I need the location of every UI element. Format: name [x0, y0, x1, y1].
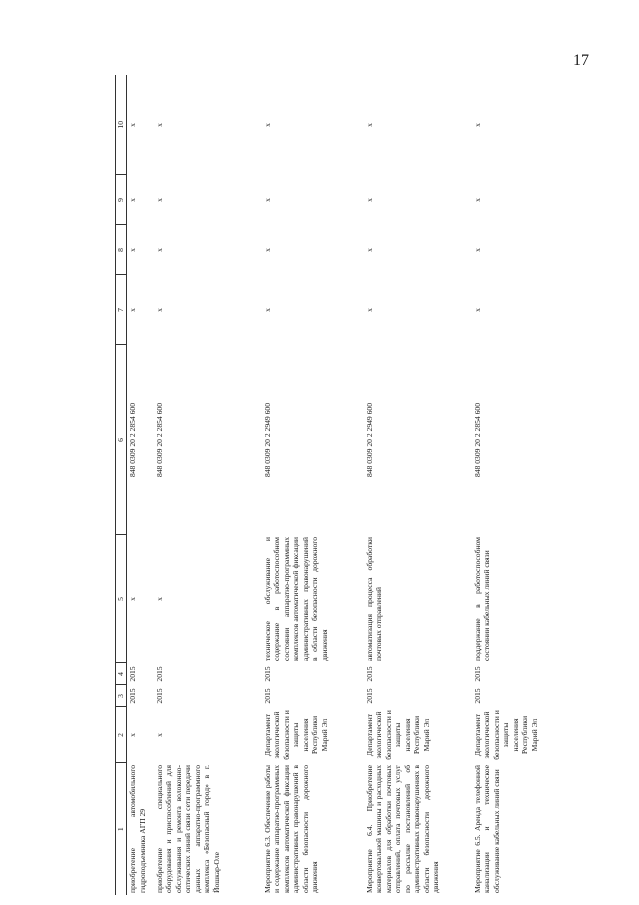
measure-name-cell: Мероприятие 6.4. Приобретение конвертовальной машины и расходных материалов для обработки почтовых отправлений, оплата почтовых услуг по рассылке постановлений об административных правонарушениях в области безопасности дорожного движения: [364, 765, 440, 893]
start-year-cell: 2015: [364, 688, 374, 704]
header-col-7: 7: [116, 275, 127, 345]
result-cell: техническое обслуживание и содержание в работоспособном состоянии аппаратно-программных комплексов автоматической фиксации административных правонарушений в области безопасности дорожного движения: [262, 537, 329, 661]
budget-code-cell: 848 0309 20 2 2854 600: [128, 402, 137, 478]
value-cell-8: х: [472, 248, 482, 252]
measure-name-cell: Мероприятие 6.5. Аренда телефонной канализации и техническое обслуживание кабельных линий связи: [472, 765, 501, 893]
executor-cell: Департамент экологической безопасности и защиты населения Республики Марий Эл: [262, 710, 329, 760]
table-row: [364, 75, 472, 895]
header-col-2: 2: [116, 707, 127, 763]
value-cell-9: х: [262, 198, 272, 202]
result-cell: автоматизация процесса обработки почтовых отправлений: [364, 537, 383, 661]
value-cell-10: х: [364, 123, 374, 127]
end-year-cell: 2015: [472, 666, 482, 682]
measures-table: [115, 75, 572, 895]
executor-cell: Департамент экологической безопасности и защиты населения Республики Марий Эл: [472, 710, 539, 760]
executor-cell: х: [154, 733, 164, 737]
executor-cell: Департамент экологической безопасности и защиты населения Республики Марий Эл: [364, 710, 431, 760]
header-col-5: 5: [116, 535, 127, 663]
end-year-cell: 2015: [154, 666, 164, 682]
end-year-cell: 2015: [364, 666, 374, 682]
page-number: 17: [573, 52, 589, 69]
value-cell-10: х: [262, 123, 272, 127]
value-cell-8: х: [128, 248, 137, 252]
value-cell-7: х: [262, 308, 272, 312]
result-cell: поддержание в работоспособном состоянии кабельных линий связи: [472, 537, 491, 661]
value-cell-9: х: [128, 198, 137, 202]
measure-name-cell: приобретение специального оборудования и приспособлений для обслуживания и ремонта волоконно-оптических линий связи сети передачи данных аппаратно-программного комплекса «Безопасный город» в г. Йошкар-Оле: [154, 765, 221, 893]
header-col-9: 9: [116, 175, 127, 225]
measure-name-cell: Мероприятие 6.3. Обеспечение работы и содержание аппаратно-программных комплексов автоматической фиксации административных правонарушений в области безопасности дорожного движения: [262, 765, 319, 893]
result-cell: х: [154, 597, 164, 601]
header-col-8: 8: [116, 225, 127, 275]
value-cell-8: х: [154, 248, 164, 252]
table-row: [127, 75, 154, 895]
header-row: [116, 75, 127, 895]
value-cell-7: х: [472, 308, 482, 312]
value-cell-7: х: [128, 308, 137, 312]
value-cell-7: х: [154, 308, 164, 312]
header-col-1: 1: [116, 763, 127, 895]
result-cell: х: [128, 597, 137, 601]
end-year-cell: 2015: [262, 666, 272, 682]
start-year-cell: 2015: [472, 688, 482, 704]
value-cell-8: х: [262, 248, 272, 252]
budget-code-cell: 848 0309 20 2 2949 600: [364, 402, 374, 478]
header-col-6: 6: [116, 345, 127, 535]
rotated-table-sheet: [115, 75, 635, 895]
table-row: [472, 75, 572, 895]
end-year-cell: 2015: [128, 666, 137, 682]
table-row: [154, 75, 262, 895]
value-cell-8: х: [364, 248, 374, 252]
value-cell-9: х: [364, 198, 374, 202]
value-cell-10: х: [472, 123, 482, 127]
header-col-4: 4: [116, 663, 127, 685]
table-row: [262, 75, 364, 895]
value-cell-7: х: [364, 308, 374, 312]
rotated-table-frame: [115, 75, 635, 895]
value-cell-9: х: [472, 198, 482, 202]
executor-cell: х: [128, 733, 137, 737]
budget-code-cell: 848 0309 20 2 2949 600: [262, 402, 272, 478]
budget-code-cell: 848 0309 20 2 2854 600: [154, 402, 164, 478]
budget-code-cell: 848 0309 20 2 2854 600: [472, 402, 482, 478]
start-year-cell: 2015: [262, 688, 272, 704]
header-col-10: 10: [116, 75, 127, 175]
value-cell-10: х: [154, 123, 164, 127]
start-year-cell: 2015: [154, 688, 164, 704]
value-cell-9: х: [154, 198, 164, 202]
value-cell-10: х: [128, 123, 137, 127]
measure-name-cell: приобретение автомобильного гидроподъемника АГП 29: [128, 765, 147, 893]
header-col-3: 3: [116, 685, 127, 707]
start-year-cell: 2015: [128, 688, 137, 704]
